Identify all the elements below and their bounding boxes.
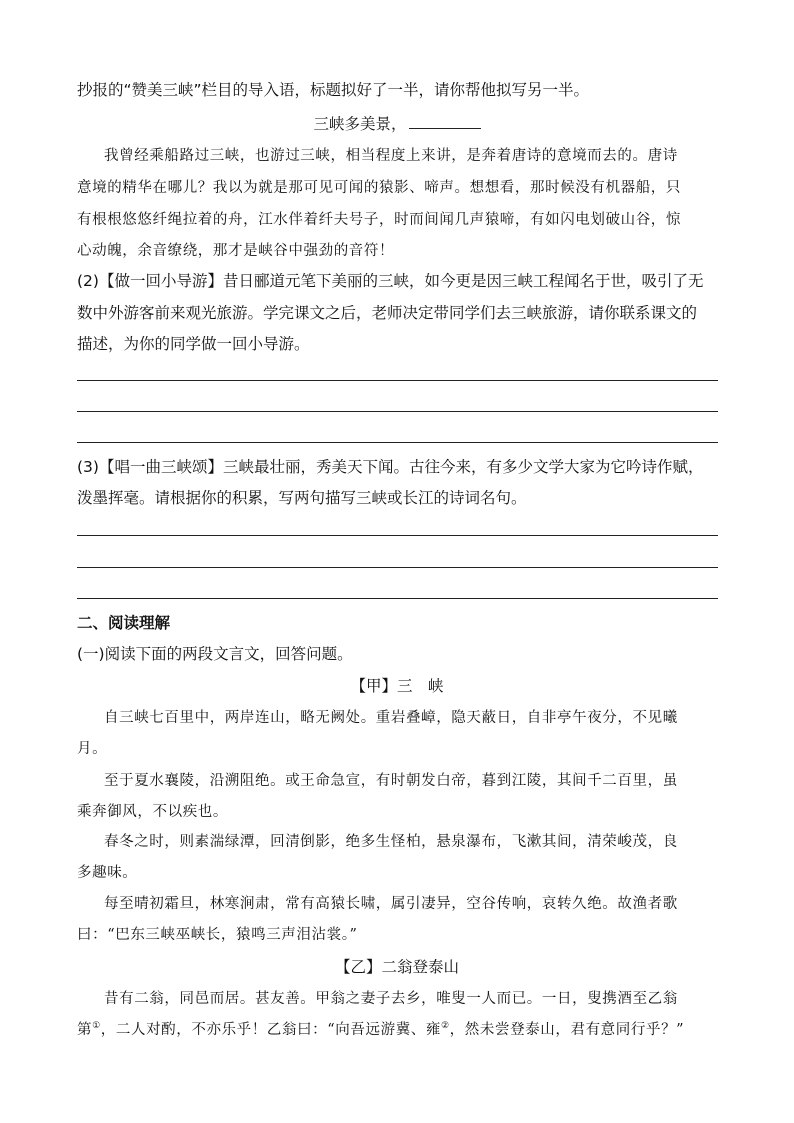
title-prompt: [0, 114, 794, 134]
answer-line[interactable]: [77, 380, 718, 381]
question-3-line: (3)【唱一曲三峡颂】三峡最壮丽，秀美天下闻。古往今来，有多少文学大家为它吟诗作赋，: [77, 458, 704, 476]
jia-line: 每至晴初霜旦，林寒涧肃，常有高猿长啸，属引凄异，空谷传响，哀转久绝。故渔者歌: [104, 896, 678, 912]
footnote-marker: ②: [441, 1021, 450, 1031]
jia-line: 春冬之时，则素湍绿潭，回清倒影，绝多生怪柏，悬泉瀑布，飞漱其间，清荣峻茂，良: [104, 834, 678, 850]
question-2-line: 数中外游客前来观光旅游。学完课文之后，老师决定带同学们去三峡旅游，请你联系课文的: [77, 304, 698, 322]
question-3-line: 泼墨挥毫。请根据你的积累，写两句描写三峡或长江的诗词名句。: [77, 489, 527, 507]
yi-title: 【乙】二翁登泰山: [334, 958, 459, 976]
section-heading: 二、阅读理解: [77, 614, 171, 632]
passage-line: 心动魄，余音缭绕，那才是峡谷中强劲的音符！: [77, 243, 395, 259]
answer-line[interactable]: [77, 411, 718, 412]
title-blank[interactable]: [409, 114, 481, 129]
passage-line: 意境的精华在哪儿？我以为就是那可见可闻的猿影、啼声。想想看，那时候没有机器船，只: [77, 180, 681, 196]
yi-line2-middle: ，二人对酌，不亦乐乎！乙翁曰：“向吾远游冀、雍: [100, 1022, 441, 1038]
jia-line: 多趣味。: [77, 865, 138, 881]
jia-title: 【甲】三 峡: [350, 677, 444, 695]
yi-line2-end: ，然未尝登泰山，君有意同行乎？”: [449, 1022, 685, 1038]
intro-instruction: 抄报的“赞美三峡”栏目的导入语，标题拟好了一半，请你帮他拟写另一半。: [77, 81, 590, 99]
answer-line[interactable]: [77, 442, 718, 443]
question-2-line: 描述，为你的同学做一回小导游。: [77, 335, 310, 353]
jia-line: 月。: [77, 741, 108, 757]
passage-line: 我曾经乘船路过三峡，也游过三峡，相当程度上来讲，是奔着唐诗的意境而去的。唐诗: [104, 148, 678, 164]
answer-line[interactable]: [77, 535, 718, 536]
answer-line[interactable]: [77, 598, 718, 599]
title-prefix: 三峡多美景，: [313, 115, 407, 133]
jia-line: 乘奔御风，不以疾也。: [77, 804, 228, 820]
yi-line: 昔有二翁，同邑而居。甚友善。甲翁之妻子去乡，唯叟一人而已。一日，叟携酒至乙翁: [104, 991, 678, 1007]
answer-line[interactable]: [77, 567, 718, 568]
question-2-line: (2)【做一回小导游】昔日郦道元笔下美丽的三峡，如今更是因三峡工程闻名于世，吸引了无: [77, 272, 704, 290]
yi-line2-start: 第: [77, 1022, 93, 1038]
passage-line: 有根根悠悠纤绳拉着的舟，江水伴着纤夫号子，时而间闻几声猿啼，有如闪电划破山谷，惊: [77, 212, 681, 228]
footnote-marker: ①: [92, 1021, 101, 1031]
jia-line: 曰：“巴东三峡巫峡长，猿鸣三声泪沾裳。”: [77, 927, 358, 943]
jia-line: 至于夏水襄陵，沿溯阻绝。或王命急宣，有时朝发白帝，暮到江陵，其间千二百里，虽: [104, 773, 678, 789]
yi-line: [77, 1020, 684, 1040]
section-instruction: (一)阅读下面的两段文言文，回答问题。: [77, 645, 353, 663]
jia-line: 自三峡七百里中，两岸连山，略无阙处。重岩叠嶂，隐天蔽日，自非亭午夜分，不见曦: [104, 710, 678, 726]
